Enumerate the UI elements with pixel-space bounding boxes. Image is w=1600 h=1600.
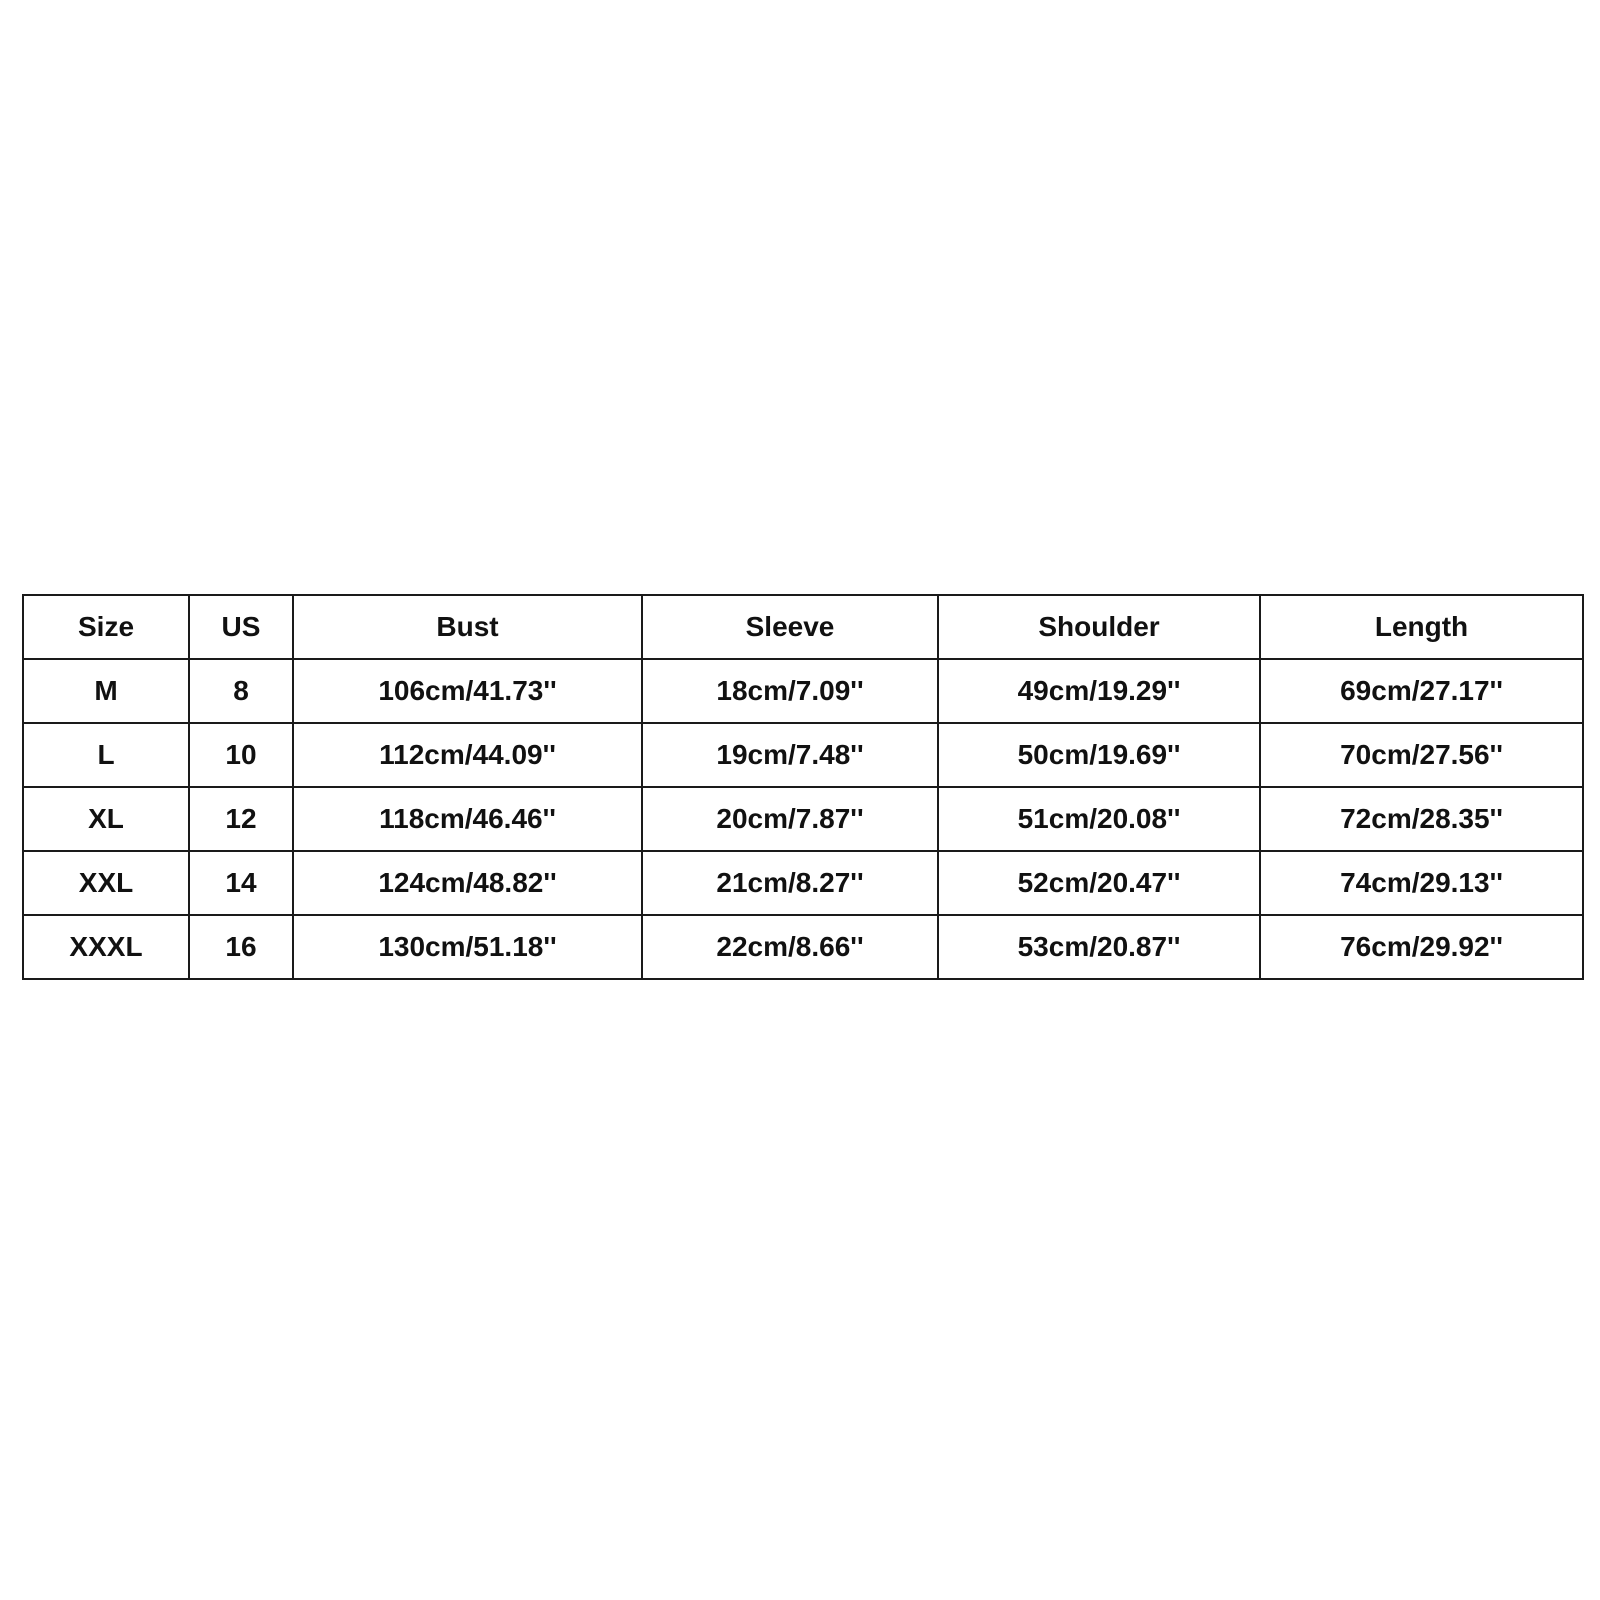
cell-us: 14 — [189, 851, 293, 915]
cell-bust: 106cm/41.73'' — [293, 659, 642, 723]
cell-length: 70cm/27.56'' — [1260, 723, 1583, 787]
table-row — [23, 787, 1583, 851]
cell-us: 16 — [189, 915, 293, 979]
header-sleeve: Sleeve — [642, 595, 938, 659]
header-shoulder: Shoulder — [938, 595, 1260, 659]
table-row — [23, 915, 1583, 979]
cell-length: 74cm/29.13'' — [1260, 851, 1583, 915]
cell-size: XXL — [23, 851, 189, 915]
table-row — [23, 851, 1583, 915]
header-us: US — [189, 595, 293, 659]
header-size: Size — [23, 595, 189, 659]
cell-length: 69cm/27.17'' — [1260, 659, 1583, 723]
cell-size: L — [23, 723, 189, 787]
cell-bust: 130cm/51.18'' — [293, 915, 642, 979]
cell-sleeve: 20cm/7.87'' — [642, 787, 938, 851]
cell-shoulder: 50cm/19.69'' — [938, 723, 1260, 787]
cell-shoulder: 51cm/20.08'' — [938, 787, 1260, 851]
header-length: Length — [1260, 595, 1583, 659]
cell-us: 12 — [189, 787, 293, 851]
cell-shoulder: 53cm/20.87'' — [938, 915, 1260, 979]
header-bust: Bust — [293, 595, 642, 659]
table-row — [23, 659, 1583, 723]
cell-sleeve: 18cm/7.09'' — [642, 659, 938, 723]
table-row — [23, 723, 1583, 787]
cell-us: 8 — [189, 659, 293, 723]
cell-sleeve: 21cm/8.27'' — [642, 851, 938, 915]
cell-sleeve: 22cm/8.66'' — [642, 915, 938, 979]
cell-size: XL — [23, 787, 189, 851]
cell-length: 72cm/28.35'' — [1260, 787, 1583, 851]
cell-size: M — [23, 659, 189, 723]
cell-bust: 124cm/48.82'' — [293, 851, 642, 915]
cell-bust: 112cm/44.09'' — [293, 723, 642, 787]
cell-size: XXXL — [23, 915, 189, 979]
cell-length: 76cm/29.92'' — [1260, 915, 1583, 979]
cell-shoulder: 52cm/20.47'' — [938, 851, 1260, 915]
header-row — [23, 595, 1583, 659]
cell-bust: 118cm/46.46'' — [293, 787, 642, 851]
cell-sleeve: 19cm/7.48'' — [642, 723, 938, 787]
size-chart-table — [22, 594, 1584, 980]
cell-us: 10 — [189, 723, 293, 787]
cell-shoulder: 49cm/19.29'' — [938, 659, 1260, 723]
